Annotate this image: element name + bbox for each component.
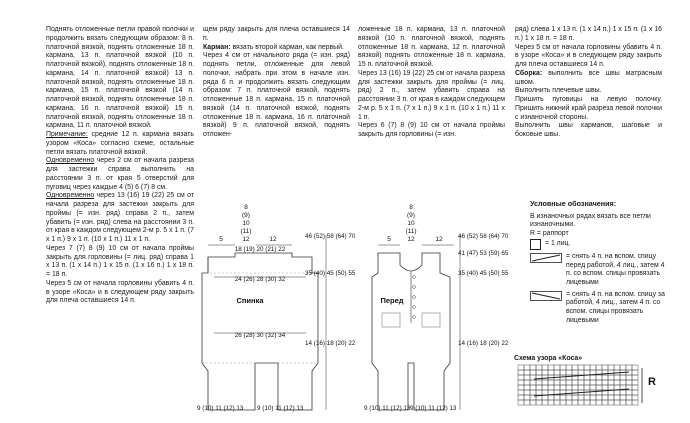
text-column-2 (203, 26, 350, 140)
chart-cell (578, 400, 584, 405)
pocket-label: Карман: (203, 43, 231, 51)
chart-cell (584, 365, 590, 370)
paragraph-text: через 13 (16) 19 (22) 25 см от начала разреза для застежки закрыть для проймы (= изн. ряд) справа 2 п., затем убавить (= изн. ряд) слева на расстоянии 3 п. от края в каждом следующем 2-м р. 5 х 1 п. (7 х 1 п.) 9 х 1 п. (10 х 1 п.) 11 х 1 п. (46, 192, 194, 243)
paragraph: Через 4 см от начального ряда (= изн. ряд) поднять петли, отложенные для левой полочки, набрать при этом в начале изн. ряда 6 п. и продолжить вязать следующим образом: 7 п. платочной вязкой, поднять отложенные 18 п. кармана, 15 п. платочной вязкой (14 п. платочной вязкой, поднять отложенные 18 п. кармана, 16 п. платочной вязкой) 9 п. платочной вязкой, поднять отложен- (203, 52, 350, 138)
chart-cell (530, 370, 536, 375)
chart-cell (566, 395, 572, 400)
chart-cell (560, 385, 566, 390)
chart-cell (614, 390, 620, 395)
chart-cell (608, 395, 614, 400)
chart-cell (560, 395, 566, 400)
paragraph: ложенные 18 п. кармана, 13 п. платочной вязкой (10 п. платочной вязкой, поднять отложенные 18 п. кармана, 12 п. платочной вязкой) поднять отложенные 18 п. кармана, 15 п. платочной вязкой. (358, 26, 505, 68)
chart-cell (584, 395, 590, 400)
chart-cell (542, 390, 548, 395)
note-text: средние 12 п. кармана вязать узором «Коса» согласно схеме, остальные петли вязать платочной вязкой. (46, 131, 194, 156)
chart-cell (596, 400, 602, 405)
chart-cell (608, 370, 614, 375)
chart-cell (608, 400, 614, 405)
chart-grid (518, 365, 638, 405)
chart-cell (632, 365, 638, 370)
chart-cell (572, 400, 578, 405)
chart-cell (536, 365, 542, 370)
chart-cell (572, 370, 578, 375)
size-label: 8 (409, 204, 413, 211)
chart-cell (566, 400, 572, 405)
legend-knit-text: = 1 лиц. (545, 239, 571, 247)
chart-cell (614, 385, 620, 390)
front-label: Перед (380, 296, 404, 305)
chart-cell (578, 385, 584, 390)
chart-cell (632, 375, 638, 380)
chart-cell (572, 365, 578, 370)
chart-cell (602, 385, 608, 390)
chart-cell (548, 385, 554, 390)
chart-cell (530, 385, 536, 390)
chart-cell (578, 365, 584, 370)
chart-cell (548, 370, 554, 375)
chart-cell (584, 375, 590, 380)
chart-cell (542, 380, 548, 385)
chart-cell (566, 375, 572, 380)
chart-cell (596, 365, 602, 370)
chart-cell (536, 385, 542, 390)
paragraph (46, 157, 194, 192)
chart-cell (536, 400, 542, 405)
chart-cell (524, 395, 530, 400)
chart-cell (572, 395, 578, 400)
back-shoulder-width: 18 (19) 20 (21) 22 (234, 246, 286, 253)
chart-cell (530, 390, 536, 395)
text-column-4 (515, 26, 662, 140)
chart-cell (566, 380, 572, 385)
paragraph (46, 192, 194, 245)
chart-cell (524, 400, 530, 405)
height-label: 35 (40) 45 (50) 55 (458, 270, 509, 277)
paragraph (203, 44, 350, 53)
chart-cell (626, 380, 632, 385)
front-schematic (364, 204, 520, 420)
size-label: 10 (407, 220, 415, 227)
chart-cell (626, 390, 632, 395)
chart-cell (614, 365, 620, 370)
chart-cell (578, 380, 584, 385)
chart-cell (620, 380, 626, 385)
pocket (382, 313, 400, 327)
height-label: 35 (40) 45 (50) 55 (305, 270, 356, 277)
chart-cell (560, 380, 566, 385)
text-column-1 (46, 26, 194, 306)
chart-cell (602, 375, 608, 380)
chart-cell (584, 370, 590, 375)
chart-cell (524, 385, 530, 390)
chart-cell (596, 380, 602, 385)
chart-cell (524, 375, 530, 380)
chart-cell (632, 370, 638, 375)
chart-cell (542, 400, 548, 405)
chart-cell (632, 380, 638, 385)
legend-cable-back-text: = снять 4 п. на вспом. спицу за работой, 4 лиц., затем 4 п. со вспом. спицы провязать лицевыми (566, 290, 665, 324)
paragraph: ряд) слева 1 х 13 п. (1 х 14 п.) 1 х 15 п. (1 х 16 п.) 1 х 18 п. = 18 п. (515, 26, 662, 42)
chart-cell (614, 375, 620, 380)
chart-cell (560, 365, 566, 370)
chart-cell (530, 365, 536, 370)
chart-cell (566, 390, 572, 395)
back-hip-width: 26 (28) 30 (32) 34 (234, 332, 286, 339)
chart-cell (632, 400, 638, 405)
chart-cell (602, 380, 608, 385)
height-label: 41 (47) 53 (59) 65 (458, 250, 509, 257)
width-12-label: 12 (435, 236, 443, 243)
chart-cell (572, 385, 578, 390)
assembly-label: Сборка: (515, 69, 543, 77)
buttonhole (413, 316, 416, 319)
legend-cable-back (530, 291, 670, 326)
paragraph: Поднять отложенные петли правой полочки и продолжить вязать следующим образом: 8 п. платочной вязкой, поднять отложенные 18 п. кармана, 13 п. платочной вязкой (10 п. платочной вязкой), поднять отложенные 18 п. кармана, 14 п. платочной вязкой) 13 п. платочной вязкой, поднять отложенные 18 п. кармана, 15 п. платочной вязкой (14 п. платочной вязкой, поднять отложенные 18 п. кармана, 16 п. платочной вязкой) 15 п. платочной вязкой, поднять отложенные 18 п. кармана, 11 п. платочной вязкой. (46, 26, 194, 130)
chart-cell (632, 395, 638, 400)
simultaneously-label: Одновременно (46, 157, 95, 165)
chart-cell (608, 375, 614, 380)
chart-cell (620, 375, 626, 380)
chart-cell (608, 380, 614, 385)
chart-cell (554, 400, 560, 405)
chart-cell (542, 375, 548, 380)
leg-width: 9 (10) 11 (12) 13 (364, 405, 411, 412)
chart-cell (602, 400, 608, 405)
chart-cell (572, 380, 578, 385)
paragraph: Через 5 см от начала горловины убавить 4 п. в узоре «Коса» и в следующем ряду закрыть для плеча оставшиеся 14 п. (515, 43, 662, 68)
chart-cell (590, 395, 596, 400)
chart-cell (620, 395, 626, 400)
chart-cell (536, 390, 542, 395)
chart-cell (596, 385, 602, 390)
chart-cell (632, 390, 638, 395)
chart-cell (542, 385, 548, 390)
size-label: 12 (407, 236, 415, 243)
buttonhole (413, 286, 416, 289)
chart-cell (554, 370, 560, 375)
chart-cell (566, 370, 572, 375)
chart-cell (554, 365, 560, 370)
size-label: (11) (240, 228, 252, 235)
leg-width: 9 (10) 11 (12) 13 (197, 405, 244, 412)
size-label: 12 (242, 236, 250, 243)
chart-cell (596, 395, 602, 400)
chart-cell (608, 385, 614, 390)
chart-cell (548, 395, 554, 400)
chart-cell (524, 365, 530, 370)
paragraph (515, 70, 662, 88)
chart-cell (560, 375, 566, 380)
chart-cell (590, 380, 596, 385)
chart-cell (578, 370, 584, 375)
legend-repeat: R = раппорт (530, 230, 569, 238)
size-label: 10 (242, 220, 250, 227)
legend-knit (530, 239, 670, 250)
paragraph: Через 7 (7) 8 (9) 10 см от начала проймы закрыть для горловины (= лиц. ряд) справа 1 х 13 п. (1 х 14 п.) 1 х 15 п. (1 х 16 п.) 1 х 18 п. = 18 п. (46, 244, 194, 278)
paragraph: Выполнить швы карманов, шаговые и боковые швы. (515, 122, 662, 138)
paragraph-text: выполнить все швы матрасным швом. (515, 69, 662, 86)
chart-cell (608, 365, 614, 370)
legend-cable-front-text: = снять 4 п. на вспом. спицу перед работой, 4 лиц., затем 4 п. со вспом. спицы провязать лицевыми (566, 252, 665, 286)
chart-cell (590, 365, 596, 370)
chart-cell (524, 390, 530, 395)
chart-cell (524, 380, 530, 385)
chart-cell (590, 400, 596, 405)
chart-cell (614, 395, 620, 400)
chart-cell (602, 365, 608, 370)
chart-cell (632, 385, 638, 390)
chart-cell (548, 400, 554, 405)
chart-cell (548, 365, 554, 370)
height-label: 14 (16) 18 (20) 22 (305, 340, 356, 347)
pocket (422, 313, 440, 327)
paragraph: Выполнить плечевые швы. (515, 87, 602, 95)
width-5-label: 5 (219, 236, 223, 243)
paragraph-text: вязать второй карман, как первый. (230, 43, 344, 51)
back-chest-width: 24 (26) 28 (30) 32 (234, 276, 286, 283)
chart-cell (548, 380, 554, 385)
chart-cell (542, 370, 548, 375)
chart-cell (524, 370, 530, 375)
chart-cell (530, 400, 536, 405)
height-label: 14 (16) 18 (20) 22 (458, 340, 509, 347)
leg-width: 9 (10) 11 (12) 13 (257, 405, 304, 412)
leg-width: 9 (10) 11 (12) 13 (410, 405, 457, 412)
chart-cell (626, 375, 632, 380)
back-label: Спинка (236, 296, 264, 305)
size-label: (11) (405, 228, 417, 235)
paragraph: Через 6 (7) 8 (9) 10 см от начала проймы закрыть для горловины (= изн. (358, 122, 505, 138)
chart-cell (584, 385, 590, 390)
height-label: 46 (52) 58 (64) 70 (458, 233, 509, 240)
legend-note: В изнаночных рядах вязать все петли изнаночными. (530, 212, 651, 229)
size-label: (9) (242, 212, 250, 219)
legend-title: Условные обозначения: (530, 199, 617, 208)
chart-cell (626, 395, 632, 400)
size-label: 8 (244, 204, 248, 211)
note-paragraph (46, 131, 194, 157)
paragraph: щем ряду закрыть для плеча оставшиеся 14 п. (203, 26, 350, 42)
chart-cell (554, 385, 560, 390)
text-column-3 (358, 26, 505, 140)
size-label: (9) (407, 212, 415, 219)
chart-cell (530, 380, 536, 385)
width-12-label: 12 (269, 236, 277, 243)
width-5-label: 5 (387, 236, 391, 243)
chart-cell (584, 400, 590, 405)
paragraph: Через 13 (16) 19 (22) 25 см от начала разреза для застежки закрыть для проймы (= лиц. ряд) 2 п., затем убавить справа на расстоянии 3 п. от края в каждом следующем 2-м р. 5 х 1 п. (7 х 1 п.) 9 х 1 п. (10 х 1 п.) 11 х 1 п. (358, 69, 505, 121)
note-label: Примечание: (46, 131, 88, 138)
chart-cell (590, 375, 596, 380)
chart-cell (560, 400, 566, 405)
height-label: 46 (52) 58 (64) 70 (305, 233, 356, 240)
chart-cell (566, 365, 572, 370)
chart-cell (620, 390, 626, 395)
chart-cell (590, 390, 596, 395)
paragraph: Пришить пуговицы на левую полочку. Пришить нижний край разреза левой полочки с изнаночной стороны. (515, 96, 662, 121)
chart-cell (614, 400, 620, 405)
buttonhole (413, 306, 416, 309)
chart-cell (536, 375, 542, 380)
chart-cell (554, 380, 560, 385)
chart-cell (620, 400, 626, 405)
chart-cell (536, 370, 542, 375)
chart-cell (602, 395, 608, 400)
legend-cable-front (530, 253, 670, 288)
cable-chart-title: Схема узора «Коса» (514, 355, 583, 362)
knit-cell-icon (530, 239, 541, 250)
cable-front-icon (530, 253, 562, 263)
paragraph-text: через 2 см от начала разреза для застежки справа выполнить на расстоянии 3 п. от края 5 отверстий для пуговиц через каждые 4 (5) 6 (7) 8 см. (46, 157, 194, 191)
chart-cell (626, 400, 632, 405)
buttonhole (413, 296, 416, 299)
chart-cell (542, 365, 548, 370)
chart-cell (620, 365, 626, 370)
chart-cell (590, 385, 596, 390)
simultaneously-label: Одновременно (46, 192, 95, 200)
cable-back-icon (530, 291, 562, 301)
chart-cell (614, 380, 620, 385)
legend (530, 200, 670, 325)
repeat-marker: R (648, 376, 656, 388)
chart-cell (566, 385, 572, 390)
chart-cell (560, 370, 566, 375)
chart-cell (584, 380, 590, 385)
cable-chart (514, 363, 674, 423)
back-schematic (197, 204, 360, 420)
buttonhole (413, 276, 416, 279)
paragraph: Через 5 см от начала горловины убавить 4 п. в узоре «Коса» и в следующем ряду закрыть для плеча оставшиеся 14 п. (46, 279, 194, 305)
chart-cell (536, 380, 542, 385)
chart-cell (554, 395, 560, 400)
chart-cell (626, 365, 632, 370)
chart-cell (578, 395, 584, 400)
chart-cell (596, 375, 602, 380)
